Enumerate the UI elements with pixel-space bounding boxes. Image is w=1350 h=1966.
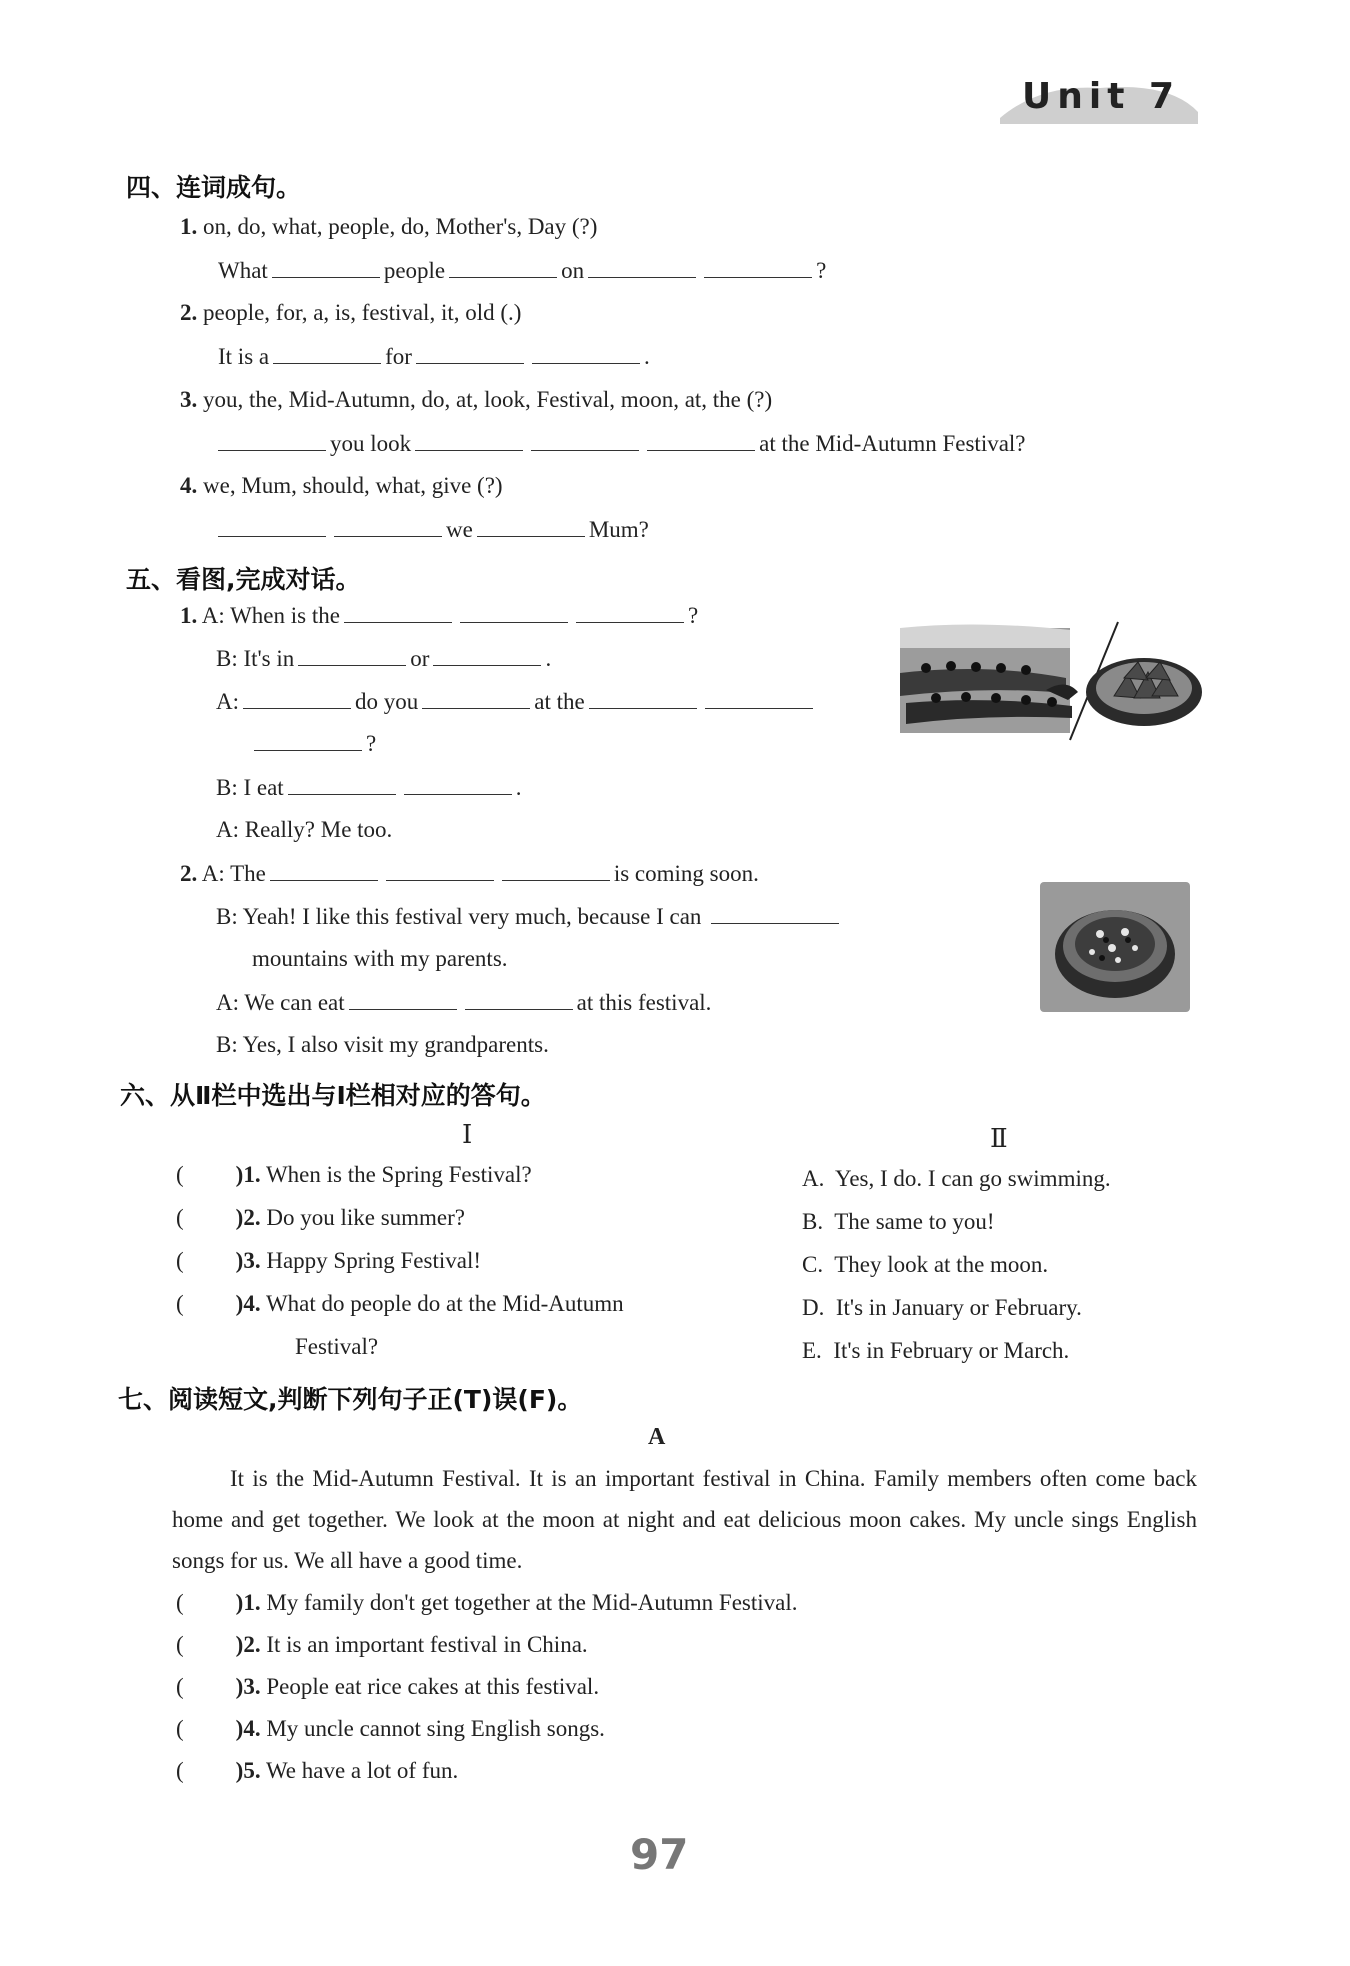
section-5-title: 五、看图,完成对话。	[126, 565, 361, 594]
item-number: )2.	[235, 1632, 261, 1657]
s5-d2-line2	[216, 903, 843, 930]
passage-label: A	[648, 1424, 666, 1450]
option-text: They look at the moon.	[834, 1252, 1049, 1277]
statement-text: My uncle cannot sing English songs.	[266, 1716, 605, 1741]
s6-left-4	[176, 1291, 624, 1317]
s6-left-4-cont: Festival?	[295, 1334, 379, 1359]
answer-paren[interactable]: (	[176, 1205, 184, 1230]
dragon-boat-image	[896, 618, 1206, 743]
s4-item-2-answer	[218, 343, 650, 370]
statement-text: My family don't get together at the Mid-Autumn Festival.	[266, 1590, 798, 1615]
blank[interactable]	[298, 645, 406, 666]
column-2-heading: Ⅱ	[990, 1124, 1008, 1153]
dialogue-text: at this festival.	[576, 990, 712, 1015]
answer-text: .	[643, 344, 650, 369]
answer-text: Mum?	[588, 517, 649, 542]
blank[interactable]	[404, 774, 512, 795]
blank[interactable]	[422, 688, 530, 709]
blank[interactable]	[465, 989, 573, 1010]
s7-item-1	[176, 1590, 798, 1616]
answer-paren[interactable]: (	[176, 1162, 184, 1187]
s5-d1-line4	[250, 730, 376, 757]
dialogue-text: B: I eat	[216, 775, 284, 800]
answer-text: What	[218, 258, 268, 283]
dialogue-text: .	[545, 646, 552, 671]
s7-item-2	[176, 1632, 588, 1658]
blank[interactable]	[386, 860, 494, 881]
s5-d1-line5	[216, 774, 521, 801]
blank[interactable]	[243, 688, 351, 709]
blank[interactable]	[416, 343, 524, 364]
answer-paren[interactable]: (	[176, 1716, 184, 1741]
blank[interactable]	[477, 516, 585, 537]
answer-text: you look	[330, 431, 412, 456]
page-number: 97	[630, 1830, 689, 1879]
blank[interactable]	[349, 989, 457, 1010]
dialogue-text: is coming soon.	[613, 861, 759, 886]
dialogue-text: or	[410, 646, 430, 671]
s6-right-b	[802, 1209, 995, 1235]
option-letter: E.	[802, 1338, 822, 1363]
answer-paren[interactable]: (	[176, 1758, 184, 1783]
item-number: )5.	[235, 1758, 261, 1783]
s4-item-1	[180, 214, 597, 240]
blank[interactable]	[433, 645, 541, 666]
blank[interactable]	[288, 774, 396, 795]
item-number: )3.	[235, 1674, 261, 1699]
option-text: It's in February or March.	[833, 1338, 1070, 1363]
answer-text: at the Mid-Autumn Festival?	[759, 431, 1026, 456]
dialogue-text: ?	[687, 603, 699, 628]
dialogue-text: A: We can eat	[216, 990, 345, 1015]
s6-right-e	[802, 1338, 1069, 1364]
s5-d1-line2	[216, 645, 551, 672]
s4-item-4-answer	[214, 516, 649, 543]
blank[interactable]	[588, 257, 696, 278]
dialogue-text: B: It's in	[216, 646, 295, 671]
answer-paren[interactable]: (	[176, 1291, 184, 1316]
s4-item-2	[180, 300, 521, 326]
blank[interactable]	[449, 257, 557, 278]
answer-paren[interactable]: (	[176, 1248, 184, 1273]
s5-d2-line4	[216, 989, 711, 1016]
blank[interactable]	[270, 860, 378, 881]
option-text: The same to you!	[834, 1209, 995, 1234]
item-number: 2.	[180, 861, 198, 886]
item-number: )1.	[235, 1162, 261, 1187]
blank[interactable]	[647, 430, 755, 451]
unit-title: Unit 7	[1022, 76, 1180, 117]
option-text: Yes, I do. I can go swimming.	[835, 1166, 1111, 1191]
dialogue-text: A: When is the	[201, 603, 340, 628]
scrambled-words: people, for, a, is, festival, it, old (.)	[203, 300, 522, 325]
blank[interactable]	[532, 343, 640, 364]
blank[interactable]	[711, 903, 839, 924]
item-number: 1.	[180, 214, 198, 239]
s7-item-5	[176, 1758, 458, 1784]
blank[interactable]	[344, 602, 452, 623]
statement-text: It is an important festival in China.	[266, 1632, 588, 1657]
dialogue-text: at the	[534, 689, 585, 714]
answer-text: people	[383, 258, 446, 283]
dialogue-text: A: The	[201, 861, 266, 886]
s6-left-3	[176, 1248, 481, 1274]
blank[interactable]	[704, 257, 812, 278]
s5-d2-line5: B: Yes, I also visit my grandparents.	[216, 1032, 549, 1057]
s4-item-3-answer	[214, 430, 1026, 457]
blank[interactable]	[254, 730, 362, 751]
dialogue-text: B: Yeah! I like this festival very much, because I can	[216, 904, 702, 929]
s5-d1-line6: A: Really? Me too.	[216, 817, 393, 842]
dialogue-text: ?	[366, 731, 377, 756]
s5-d2-line3: mountains with my parents.	[252, 946, 508, 971]
item-number: 4.	[180, 473, 198, 498]
question-text: When is the Spring Festival?	[265, 1162, 532, 1187]
dialogue-text: do you	[355, 689, 419, 714]
answer-text: on	[561, 258, 585, 283]
question-text: Happy Spring Festival!	[266, 1248, 481, 1273]
s6-left-1	[176, 1162, 532, 1188]
column-1-heading: Ⅰ	[462, 1120, 473, 1149]
scrambled-words: on, do, what, people, do, Mother's, Day (?)	[203, 214, 598, 239]
option-letter: D.	[802, 1295, 825, 1320]
blank[interactable]	[531, 430, 639, 451]
s6-right-a	[802, 1166, 1111, 1192]
answer-text: we	[446, 517, 473, 542]
s5-d2-line1	[180, 860, 759, 887]
s6-right-d	[802, 1295, 1082, 1321]
item-number: )4.	[235, 1716, 261, 1741]
dialogue-text: .	[515, 775, 522, 800]
answer-text: It is a	[218, 344, 270, 369]
scrambled-words: we, Mum, should, what, give (?)	[203, 473, 503, 498]
blank[interactable]	[218, 430, 326, 451]
answer-text: for	[385, 344, 412, 369]
section-4-title: 四、连词成句。	[126, 173, 302, 202]
item-number: 3.	[180, 387, 198, 412]
s4-item-4	[180, 473, 503, 499]
s5-d1-line3	[216, 688, 817, 715]
blank[interactable]	[415, 430, 523, 451]
option-letter: A.	[802, 1166, 825, 1191]
reading-passage: It is the Mid-Autumn Festival. It is an important festival in China. Family members often come back home and get together. We look at the moon at night and eat delicious moon cakes. My uncle sings English songs for us. We all have a good time.	[172, 1466, 1197, 1573]
s6-right-c	[802, 1252, 1048, 1278]
item-number: )2.	[235, 1205, 261, 1230]
blank[interactable]	[576, 602, 684, 623]
item-number: )1.	[235, 1590, 261, 1615]
s5-d1-line1	[180, 602, 698, 629]
blank[interactable]	[460, 602, 568, 623]
festival-cake-image	[1040, 882, 1190, 1012]
blank[interactable]	[502, 860, 610, 881]
blank[interactable]	[273, 343, 381, 364]
s4-item-3	[180, 387, 772, 413]
blank[interactable]	[589, 688, 697, 709]
blank[interactable]	[334, 516, 442, 537]
answer-paren[interactable]: (	[176, 1632, 184, 1657]
dialogue-text: A:	[216, 689, 239, 714]
item-number: 2.	[180, 300, 198, 325]
item-number: 1.	[180, 603, 198, 628]
answer-paren[interactable]: (	[176, 1674, 184, 1699]
section-6-title: 六、从Ⅱ栏中选出与Ⅰ栏相对应的答句。	[120, 1081, 546, 1110]
scrambled-words: you, the, Mid-Autumn, do, at, look, Festival, moon, at, the (?)	[203, 387, 773, 412]
item-number: )4.	[235, 1291, 261, 1316]
item-number: )3.	[235, 1248, 261, 1273]
statement-text: People eat rice cakes at this festival.	[266, 1674, 600, 1699]
option-text: It's in January or February.	[835, 1295, 1082, 1320]
s7-item-4	[176, 1716, 605, 1742]
blank[interactable]	[272, 257, 380, 278]
answer-paren[interactable]: (	[176, 1590, 184, 1615]
blank[interactable]	[705, 688, 813, 709]
option-letter: C.	[802, 1252, 824, 1277]
question-text: What do people do at the Mid-Autumn	[265, 1291, 624, 1316]
statement-text: We have a lot of fun.	[265, 1758, 459, 1783]
s4-item-1-answer	[218, 257, 826, 284]
section-7-title: 七、阅读短文,判断下列句子正(T)误(F)。	[118, 1385, 583, 1414]
s6-left-2	[176, 1205, 465, 1231]
question-text: Do you like summer?	[266, 1205, 465, 1230]
blank[interactable]	[218, 516, 326, 537]
option-letter: B.	[802, 1209, 824, 1234]
s7-item-3	[176, 1674, 599, 1700]
answer-text: ?	[816, 258, 827, 283]
